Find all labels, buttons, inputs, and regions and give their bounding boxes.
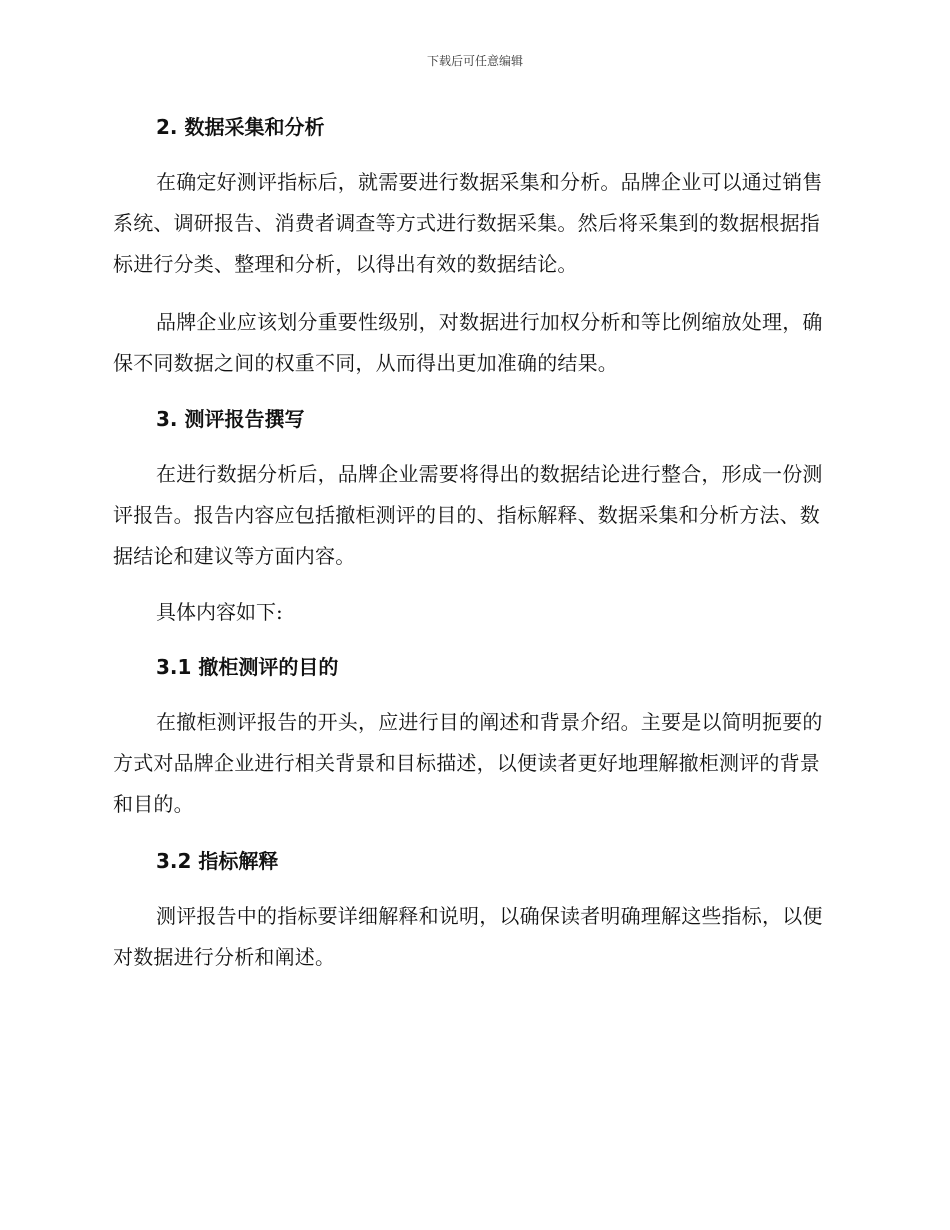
paragraph-3-2: 具体内容如下: (156, 600, 283, 624)
paragraph-3-1-1: 在撤柜测评报告的开头，应进行目的阐述和背景介绍。主要是以简明扼要的方式对品牌企业进行相关背景和目标描述，以便读者更好地理解撤柜测评的背景和目的。 (113, 710, 823, 816)
section-heading-3: 3. 测评报告撰写 (156, 407, 305, 431)
section-heading-3-2: 3.2 指标解释 (156, 849, 279, 873)
page-header: 下载后可任意编辑 (426, 54, 523, 68)
paragraph-2-2: 品牌企业应该划分重要性级别，对数据进行加权分析和等比例缩放处理，确保不同数据之间的权重不同，从而得出更加准确的结果。 (113, 310, 823, 375)
paragraph-3-2-1: 测评报告中的指标要详细解释和说明，以确保读者明确理解这些指标，以便对数据进行分析和阐述。 (113, 904, 823, 969)
paragraph-2-1: 在确定好测评指标后，就需要进行数据采集和分析。品牌企业可以通过销售系统、调研报告、消费者调查等方式进行数据采集。然后将采集到的数据根据指标进行分类、整理和分析，以得出有效的数据结论。 (113, 170, 823, 276)
section-heading-3-1: 3.1 撤柜测评的目的 (156, 655, 339, 679)
paragraph-3-1: 在进行数据分析后，品牌企业需要将得出的数据结论进行整合，形成一份测评报告。报告内容应包括撤柜测评的目的、指标解释、数据采集和分析方法、数据结论和建议等方面内容。 (113, 462, 823, 568)
section-heading-2: 2. 数据采集和分析 (156, 115, 325, 139)
